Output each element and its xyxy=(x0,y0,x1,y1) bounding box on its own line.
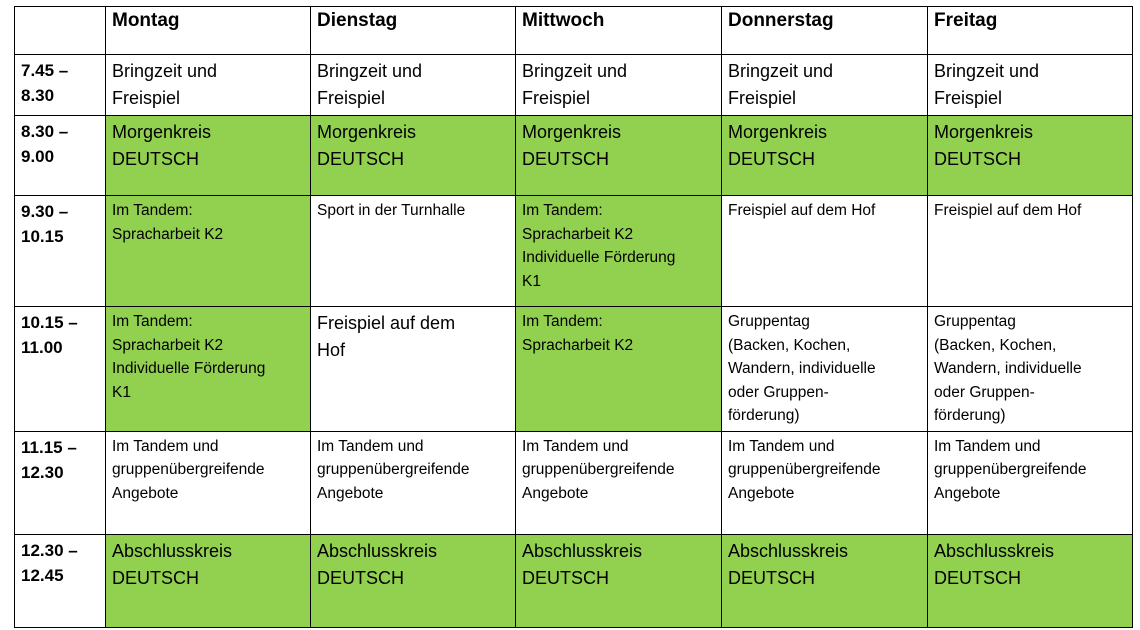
schedule-cell: Im Tandem und gruppenübergreifende Angebote xyxy=(311,431,516,534)
schedule-cell: Im Tandem: Spracharbeit K2 xyxy=(516,307,722,432)
schedule-cell: Morgenkreis DEUTSCH xyxy=(516,116,722,196)
time-slot: 7.45 – 8.30 xyxy=(15,55,106,116)
schedule-cell: Im Tandem und gruppenübergreifende Angebote xyxy=(722,431,928,534)
table-row xyxy=(15,196,1133,307)
header-row xyxy=(15,7,1133,55)
schedule-cell: Bringzeit und Freispiel xyxy=(106,55,311,116)
schedule-cell: Freispiel auf dem Hof xyxy=(928,196,1133,307)
schedule-cell: Im Tandem und gruppenübergreifende Angebote xyxy=(516,431,722,534)
day-header-friday: Freitag xyxy=(928,7,1133,55)
schedule-cell: Sport in der Turnhalle xyxy=(311,196,516,307)
schedule-cell: Bringzeit und Freispiel xyxy=(928,55,1133,116)
time-slot: 8.30 – 9.00 xyxy=(15,116,106,196)
day-header-thursday: Donnerstag xyxy=(722,7,928,55)
table-row xyxy=(15,116,1133,196)
schedule-cell: Bringzeit und Freispiel xyxy=(722,55,928,116)
time-slot: 10.15 – 11.00 xyxy=(15,307,106,432)
schedule-cell: Im Tandem und gruppenübergreifende Angebote xyxy=(928,431,1133,534)
schedule-cell: Abschlusskreis DEUTSCH xyxy=(106,534,311,627)
schedule-cell: Morgenkreis DEUTSCH xyxy=(928,116,1133,196)
time-slot: 11.15 – 12.30 xyxy=(15,431,106,534)
schedule-cell: Morgenkreis DEUTSCH xyxy=(106,116,311,196)
time-slot: 12.30 – 12.45 xyxy=(15,534,106,627)
schedule-cell: Morgenkreis DEUTSCH xyxy=(722,116,928,196)
schedule-cell: Im Tandem: Spracharbeit K2 Individuelle Förderung K1 xyxy=(516,196,722,307)
table-row xyxy=(15,534,1133,627)
schedule-cell: Freispiel auf dem Hof xyxy=(722,196,928,307)
schedule-cell: Abschlusskreis DEUTSCH xyxy=(516,534,722,627)
schedule-cell: Gruppentag (Backen, Kochen, Wandern, individuelle oder Gruppen- förderung) xyxy=(928,307,1133,432)
weekly-schedule-table xyxy=(14,6,1133,628)
schedule-cell: Abschlusskreis DEUTSCH xyxy=(311,534,516,627)
day-header-tuesday: Dienstag xyxy=(311,7,516,55)
day-header-wednesday: Mittwoch xyxy=(516,7,722,55)
schedule-cell: Im Tandem: Spracharbeit K2 Individuelle Förderung K1 xyxy=(106,307,311,432)
table-row xyxy=(15,55,1133,116)
time-slot: 9.30 – 10.15 xyxy=(15,196,106,307)
schedule-cell: Freispiel auf dem Hof xyxy=(311,307,516,432)
corner-cell xyxy=(15,7,106,55)
schedule-cell: Bringzeit und Freispiel xyxy=(311,55,516,116)
schedule-cell: Abschlusskreis DEUTSCH xyxy=(722,534,928,627)
schedule-cell: Im Tandem und gruppenübergreifende Angebote xyxy=(106,431,311,534)
schedule-cell: Im Tandem: Spracharbeit K2 xyxy=(106,196,311,307)
table-row xyxy=(15,307,1133,432)
day-header-monday: Montag xyxy=(106,7,311,55)
table-row xyxy=(15,431,1133,534)
schedule-cell: Morgenkreis DEUTSCH xyxy=(311,116,516,196)
schedule-cell: Gruppentag (Backen, Kochen, Wandern, individuelle oder Gruppen- förderung) xyxy=(722,307,928,432)
schedule-cell: Abschlusskreis DEUTSCH xyxy=(928,534,1133,627)
schedule-cell: Bringzeit und Freispiel xyxy=(516,55,722,116)
